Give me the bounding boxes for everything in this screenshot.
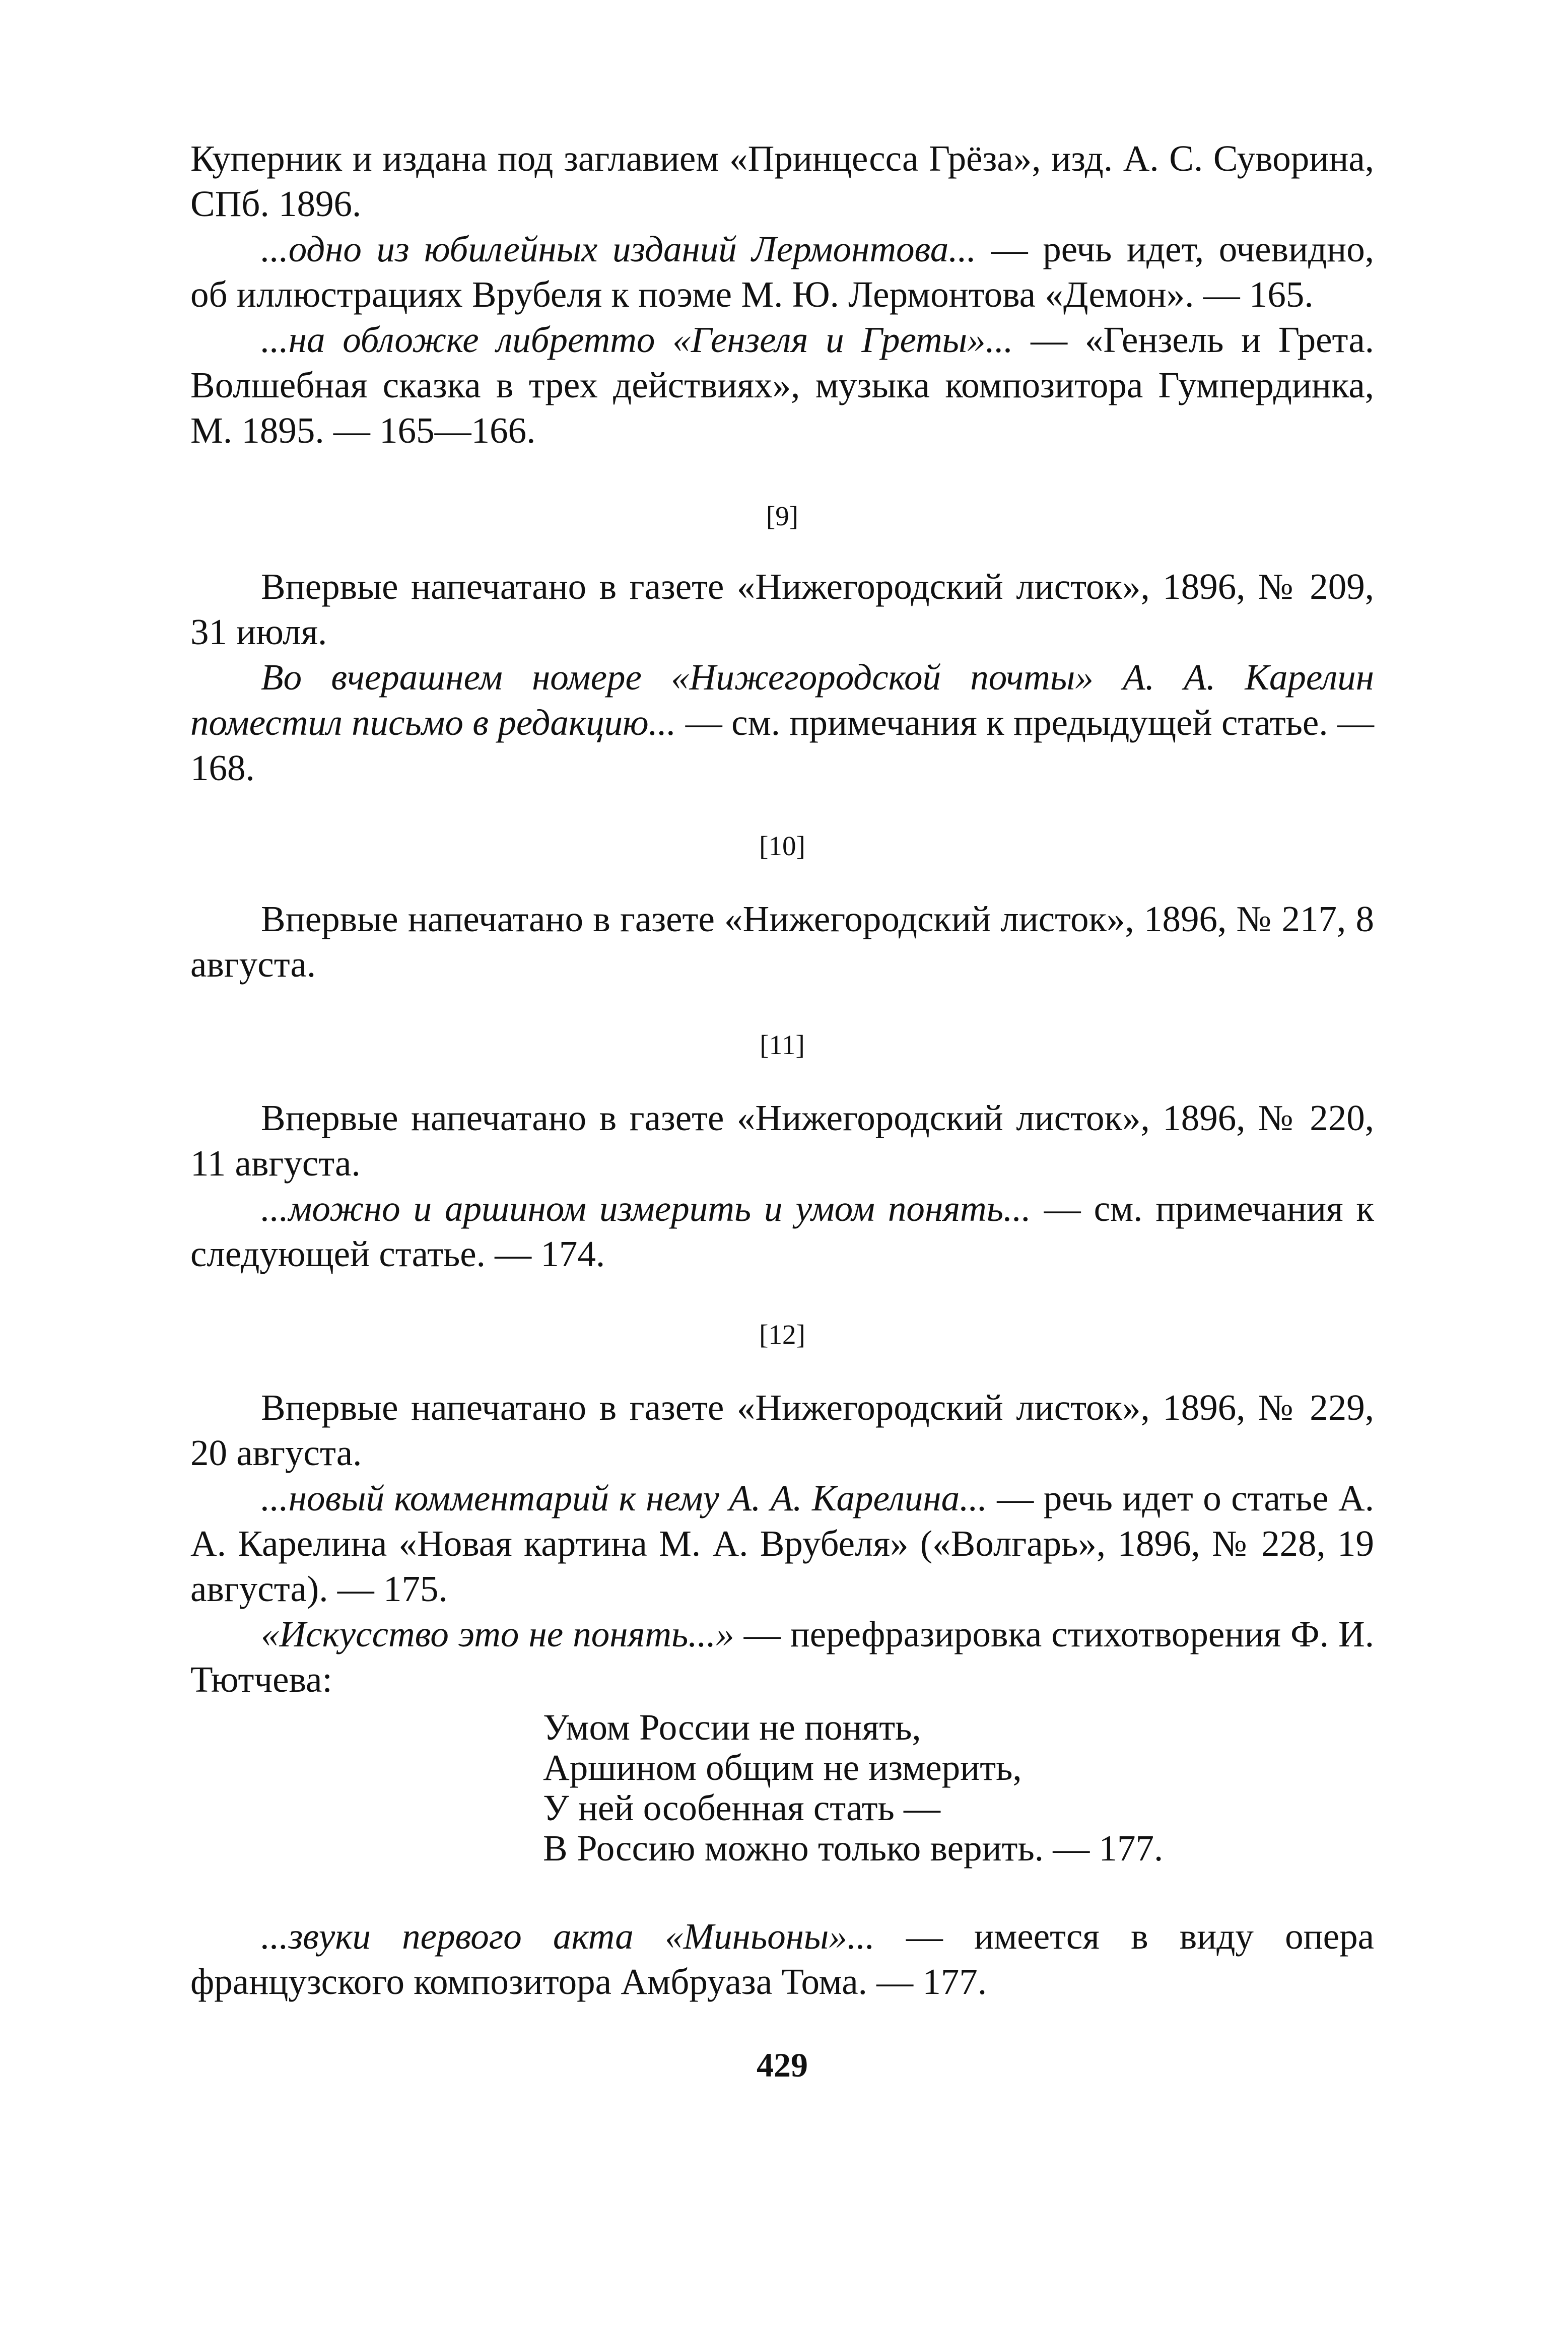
quote-italic: ...можно и аршином измерить и умом понять... [261, 1188, 1031, 1229]
section-number: [10] [759, 831, 805, 861]
section-9-publication: Впервые напечатано в газете «Нижегородский листок», 1896, № 209, 31 июля. [190, 566, 1374, 652]
quote-italic: «Искусство это не понять...» [261, 1614, 734, 1654]
document-page [190, 136, 1374, 2088]
comment-text: — речь идет, очевидно, об иллюстрациях Врубеля к поэме М. Ю. Лермонтова «Демон». — 165. [190, 229, 1374, 315]
quote-italic: ...на обложке либретто «Гензеля и Греты»... [261, 319, 1013, 360]
section-12-note [190, 1476, 1374, 1612]
poem-quote [543, 1707, 1374, 1869]
section-10-publication: Впервые напечатано в газете «Нижегородский листок», 1896, № 217, 8 августа. [190, 899, 1374, 985]
intro-paragraph-3 [190, 317, 1374, 453]
comment-text: — перефразировка стихотворения Ф. И. Тютчева: [190, 1614, 1375, 1700]
section-12-note-2 [190, 1612, 1374, 1702]
intro-paragraph-2 [190, 227, 1374, 317]
section-number: [12] [759, 1319, 805, 1350]
comment-text: — речь идет о статье А. А. Карелина «Новая картина М. А. Врубеля» («Волгарь», 1896, № 228, 19 августа). — 175. [190, 1478, 1374, 1609]
poem-line: Аршином общим не измерить, [543, 1747, 1022, 1788]
section-number: [9] [766, 501, 799, 531]
section-9-note [190, 655, 1374, 791]
quote-italic: Во вчерашнем номере «Нижегородской почты» А. А. Карелин поместил письмо в редакцию... [190, 657, 1374, 743]
section-11-note [190, 1186, 1374, 1277]
section-12-note-3 [190, 1914, 1374, 2005]
comment-text: — имеется в виду опера французского композитора Амбруаза Тома. — 177. [190, 1916, 1374, 2002]
intro-paragraph-1: Куперник и издана под заглавием «Принцесса Грёза», изд. А. С. Суворина, СПб. 1896. [190, 138, 1374, 224]
quote-italic: ...одно из юбилейных изданий Лермонтова... [261, 229, 976, 269]
poem-line: В Россию можно только верить. — 177. [543, 1828, 1164, 1869]
poem-line: Умом России не понять, [543, 1707, 921, 1748]
section-11-publication: Впервые напечатано в газете «Нижегородский листок», 1896, № 220, 11 августа. [190, 1097, 1374, 1184]
page-number: 429 [757, 2046, 808, 2084]
comment-text: — «Гензель и Грета. Волшебная сказка в трех действиях», музыка композитора Гумпердинка, М. 1895. — 165—166. [190, 319, 1374, 451]
section-number: [11] [760, 1029, 805, 1060]
comment-text: — см. примечания к следующей статье. — 174. [190, 1188, 1374, 1274]
quote-italic: ...звуки первого акта «Миньоны»... [261, 1916, 875, 1957]
poem-line: У ней особенная стать — [543, 1787, 941, 1828]
quote-italic: ...новый комментарий к нему А. А. Карелина... [261, 1478, 987, 1518]
section-12-publication: Впервые напечатано в газете «Нижегородский листок», 1896, № 229, 20 августа. [190, 1387, 1374, 1473]
comment-text: — см. примечания к предыдущей статье. — 168. [190, 702, 1374, 788]
